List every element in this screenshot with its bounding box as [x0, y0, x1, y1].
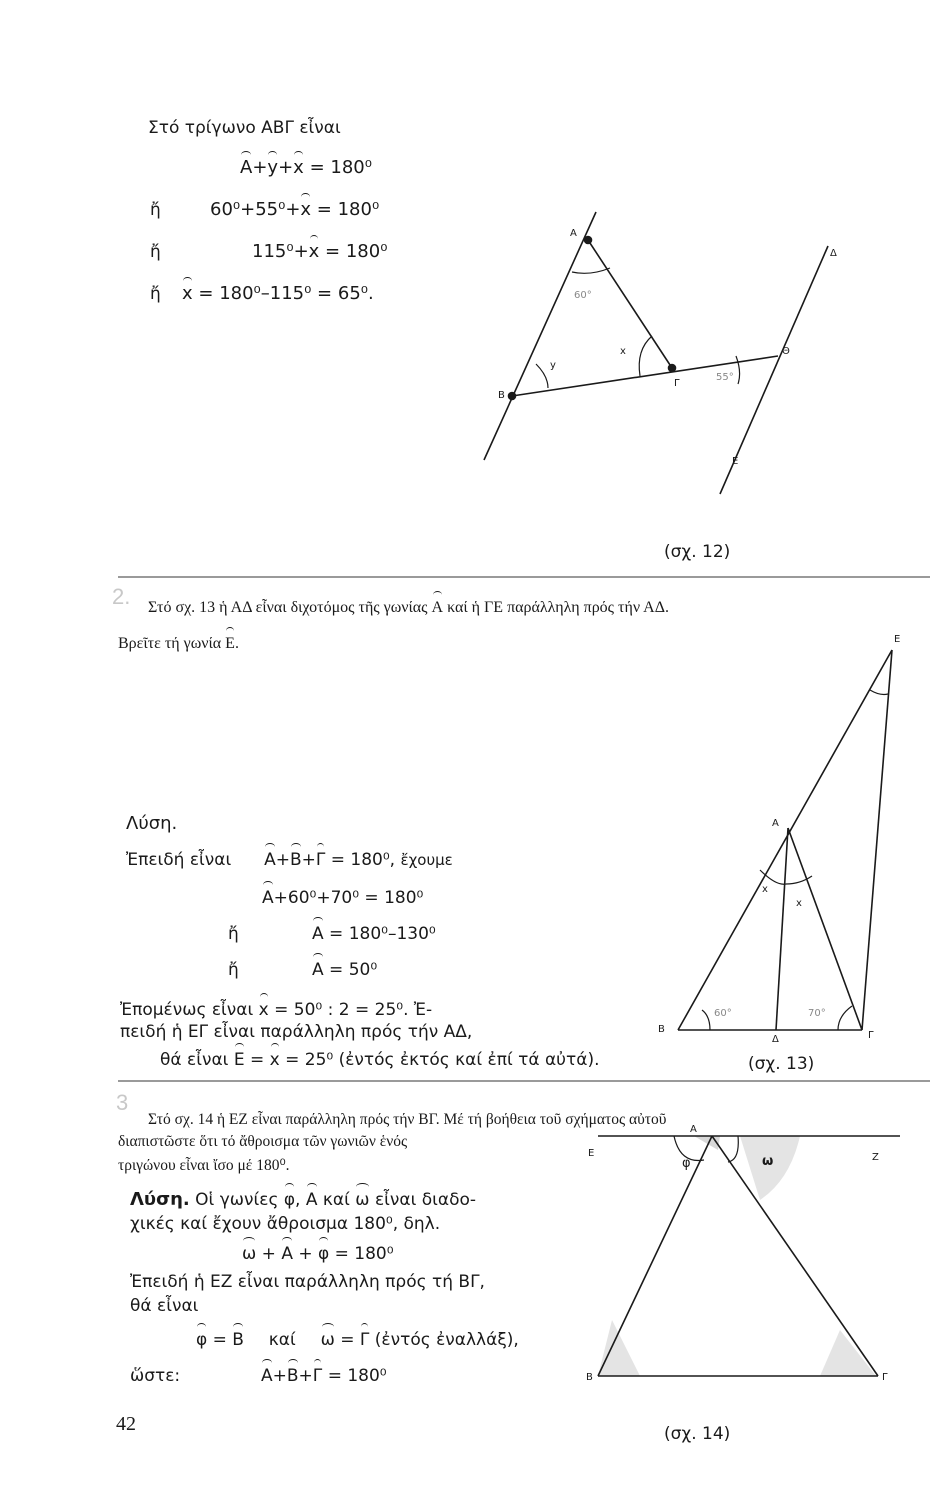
- problem-number-3: 3: [116, 1090, 129, 1115]
- solution2-line4: A = 50⁰: [312, 960, 378, 980]
- fig12-label-Th: Θ: [782, 346, 790, 357]
- angle-E: E: [233, 1050, 245, 1070]
- angle-x: x: [293, 157, 304, 178]
- solution2-line4-conj: ἤ: [228, 960, 239, 980]
- angle-A: A: [281, 1244, 293, 1264]
- angle-x: x: [300, 199, 312, 220]
- equation-4-conj: ἤ: [150, 284, 161, 304]
- fig13-label-x2: x: [796, 898, 802, 909]
- figure13-caption: (σχ. 13): [748, 1054, 815, 1074]
- fig13-label-60: 60°: [714, 1008, 732, 1019]
- fig12-label-A: A: [570, 228, 577, 239]
- arc-60: [572, 268, 610, 273]
- solution2-title: Λύση.: [126, 813, 178, 834]
- angle-A: A: [240, 157, 253, 178]
- fig13-label-G: Γ: [868, 1030, 874, 1041]
- fig13-label-A: A: [772, 818, 779, 829]
- point-A: [585, 237, 592, 244]
- figure14-caption: (σχ. 14): [664, 1424, 731, 1444]
- angle-x: x: [258, 1000, 269, 1020]
- fig12-label-D: Δ: [830, 248, 837, 259]
- solution3-line7: ὥστε: A+B+Γ = 180⁰: [130, 1366, 387, 1386]
- problem3-line3: τριγώνου εἶναι ἴσο μέ 180⁰.: [118, 1157, 290, 1174]
- angle-omega: ω: [242, 1244, 257, 1264]
- arc-70: [838, 1006, 852, 1030]
- fig14-label-G: Γ: [882, 1372, 888, 1383]
- fig13-label-x1: x: [762, 884, 768, 895]
- equation-3: 115⁰+x = 180⁰: [252, 241, 388, 262]
- fig12-label-x: x: [620, 346, 626, 357]
- angle-A: A: [312, 960, 324, 980]
- equation-4: x = 180⁰–115⁰ = 65⁰.: [182, 283, 374, 304]
- arc-omega: [728, 1136, 738, 1162]
- angle-omega: ω: [320, 1330, 335, 1350]
- line-AG: [788, 828, 862, 1030]
- fig14-label-omega: ω: [762, 1154, 774, 1169]
- solution2-line5: Ἐπομένως εἶναι x = 50⁰ : 2 = 25⁰. Ἐ-: [120, 1000, 433, 1020]
- figure-13: [678, 650, 892, 1030]
- line-AG: [588, 240, 672, 368]
- equation-1: A+y+x = 180⁰: [240, 157, 372, 178]
- equation-2-conj: ἤ: [150, 200, 161, 220]
- line-AB: [598, 1136, 712, 1376]
- angle-A: A: [262, 888, 274, 908]
- fig14-label-B: B: [586, 1372, 593, 1383]
- fig12-label-y: y: [550, 360, 556, 371]
- solution2-line3-conj: ἤ: [228, 924, 239, 944]
- angle-phi: φ: [196, 1330, 208, 1350]
- fig14-label-Z: Z: [872, 1152, 879, 1163]
- angle-B: B: [289, 850, 302, 870]
- angle-G: Γ: [359, 1330, 370, 1350]
- shade-G: [820, 1330, 876, 1376]
- figure-14: [598, 1136, 900, 1376]
- solution2-line2: A+60⁰+70⁰ = 180⁰: [262, 888, 424, 908]
- problem3-line2: διαπιστῶστε ὅτι τό ἄθροισμα τῶν γωνιῶν ἑνός: [118, 1133, 408, 1150]
- angle-phi: φ: [283, 1190, 296, 1210]
- angle-B: B: [232, 1330, 244, 1350]
- equation-3-conj: ἤ: [150, 242, 161, 262]
- angle-x: x: [269, 1050, 280, 1070]
- solution2-line3: A = 180⁰–130⁰: [312, 924, 436, 944]
- line-EG: [862, 650, 892, 1030]
- fig13-label-E: E: [894, 634, 901, 645]
- angle-A: A: [312, 924, 324, 944]
- fig13-label-70: 70°: [808, 1008, 826, 1019]
- arc-y: [536, 364, 548, 388]
- problem2-statement: Στό σχ. 13 ἡ ΑΔ εἶναι διχοτόμος τῆς γωνίας Α καί ἡ ΓΕ παράλληλη πρός τήν ΑΔ.: [148, 599, 670, 616]
- solution3-line2: χικές καί ἔχουν ἄθροισμα 180⁰, δηλ.: [130, 1214, 441, 1234]
- point-B: [509, 393, 516, 400]
- fig12-label-55: 55°: [716, 372, 734, 383]
- angle-A: A: [260, 1366, 273, 1386]
- angle-x: x: [182, 283, 193, 304]
- solution2-line6: πειδή ἡ ΕΓ εἶναι παράλληλη πρός τήν ΑΔ,: [120, 1022, 473, 1042]
- fig13-label-D: Δ: [772, 1034, 779, 1045]
- solution3-line1: Λύση. Οἱ γωνίες φ, A καί ω εἶναι διαδο-: [130, 1189, 477, 1210]
- fig12-label-B: B: [498, 390, 505, 401]
- angle-G: Γ: [312, 1366, 323, 1386]
- angle-E: Ε: [225, 635, 235, 652]
- fig14-label-E: E: [588, 1148, 595, 1159]
- solution2-line7: θά εἶναι E = x = 25⁰ (ἐντός ἐκτός καί ἐπί τά αὐτά).: [160, 1050, 600, 1070]
- figure-12: [484, 212, 828, 494]
- problem2-question: Βρεῖτε τή γωνία Ε.: [118, 635, 239, 652]
- line-AD: [776, 828, 788, 1030]
- angle-A: A: [264, 850, 276, 870]
- line-AG: [712, 1136, 878, 1376]
- arc-x: [639, 336, 652, 376]
- arc-55: [736, 356, 740, 384]
- fig13-label-B: B: [658, 1024, 665, 1035]
- solution3-line6: φ = B καί ω = Γ (ἐντός ἐναλλάξ),: [196, 1330, 519, 1350]
- angle-omega: ω: [355, 1190, 370, 1210]
- fig14-label-phi: φ: [682, 1156, 691, 1171]
- angle-x: x: [308, 241, 320, 262]
- line-BE: [678, 650, 892, 1030]
- problem-number-2: 2.: [112, 584, 131, 609]
- angle-A: Α: [431, 599, 444, 616]
- figure12-caption: (σχ. 12): [664, 542, 731, 562]
- equation-2: 60⁰+55⁰+x = 180⁰: [210, 199, 380, 220]
- angle-B: B: [286, 1366, 299, 1386]
- arc-E: [870, 690, 888, 695]
- arc-60: [702, 1010, 710, 1030]
- fig12-label-60: 60°: [574, 290, 592, 301]
- problem3-line1: Στό σχ. 14 ἡ ΕΖ εἶναι παράλληλη πρός τήν ΒΓ. Μέ τή βοήθεια τοῦ σχήματος αὐτοῦ: [148, 1111, 667, 1128]
- angle-A: A: [305, 1190, 318, 1210]
- solution2-line1: Ἐπειδή εἶναι A+B+Γ = 180⁰, ἔχουμε: [126, 850, 453, 870]
- angle-y: y: [267, 157, 279, 178]
- shade-B: [598, 1320, 640, 1376]
- angle-phi: φ: [318, 1244, 330, 1264]
- point-G: [669, 365, 676, 372]
- fig14-label-A: A: [690, 1124, 697, 1135]
- solution3-line4: Ἐπειδή ἡ ΕΖ εἶναι παράλληλη πρός τή ΒΓ,: [130, 1272, 485, 1292]
- solution3-line5: θά εἶναι: [130, 1296, 199, 1316]
- line-AB-extended: [484, 212, 596, 460]
- solution3-line3: ω + A + φ = 180⁰: [242, 1244, 394, 1264]
- section1-intro: Στό τρίγωνο ΑΒΓ εἶναι: [148, 118, 341, 138]
- fig12-label-E: E: [732, 456, 739, 467]
- fig12-label-G: Γ: [674, 378, 680, 389]
- page-number: 42: [116, 1413, 136, 1435]
- angle-G: Γ: [315, 850, 326, 870]
